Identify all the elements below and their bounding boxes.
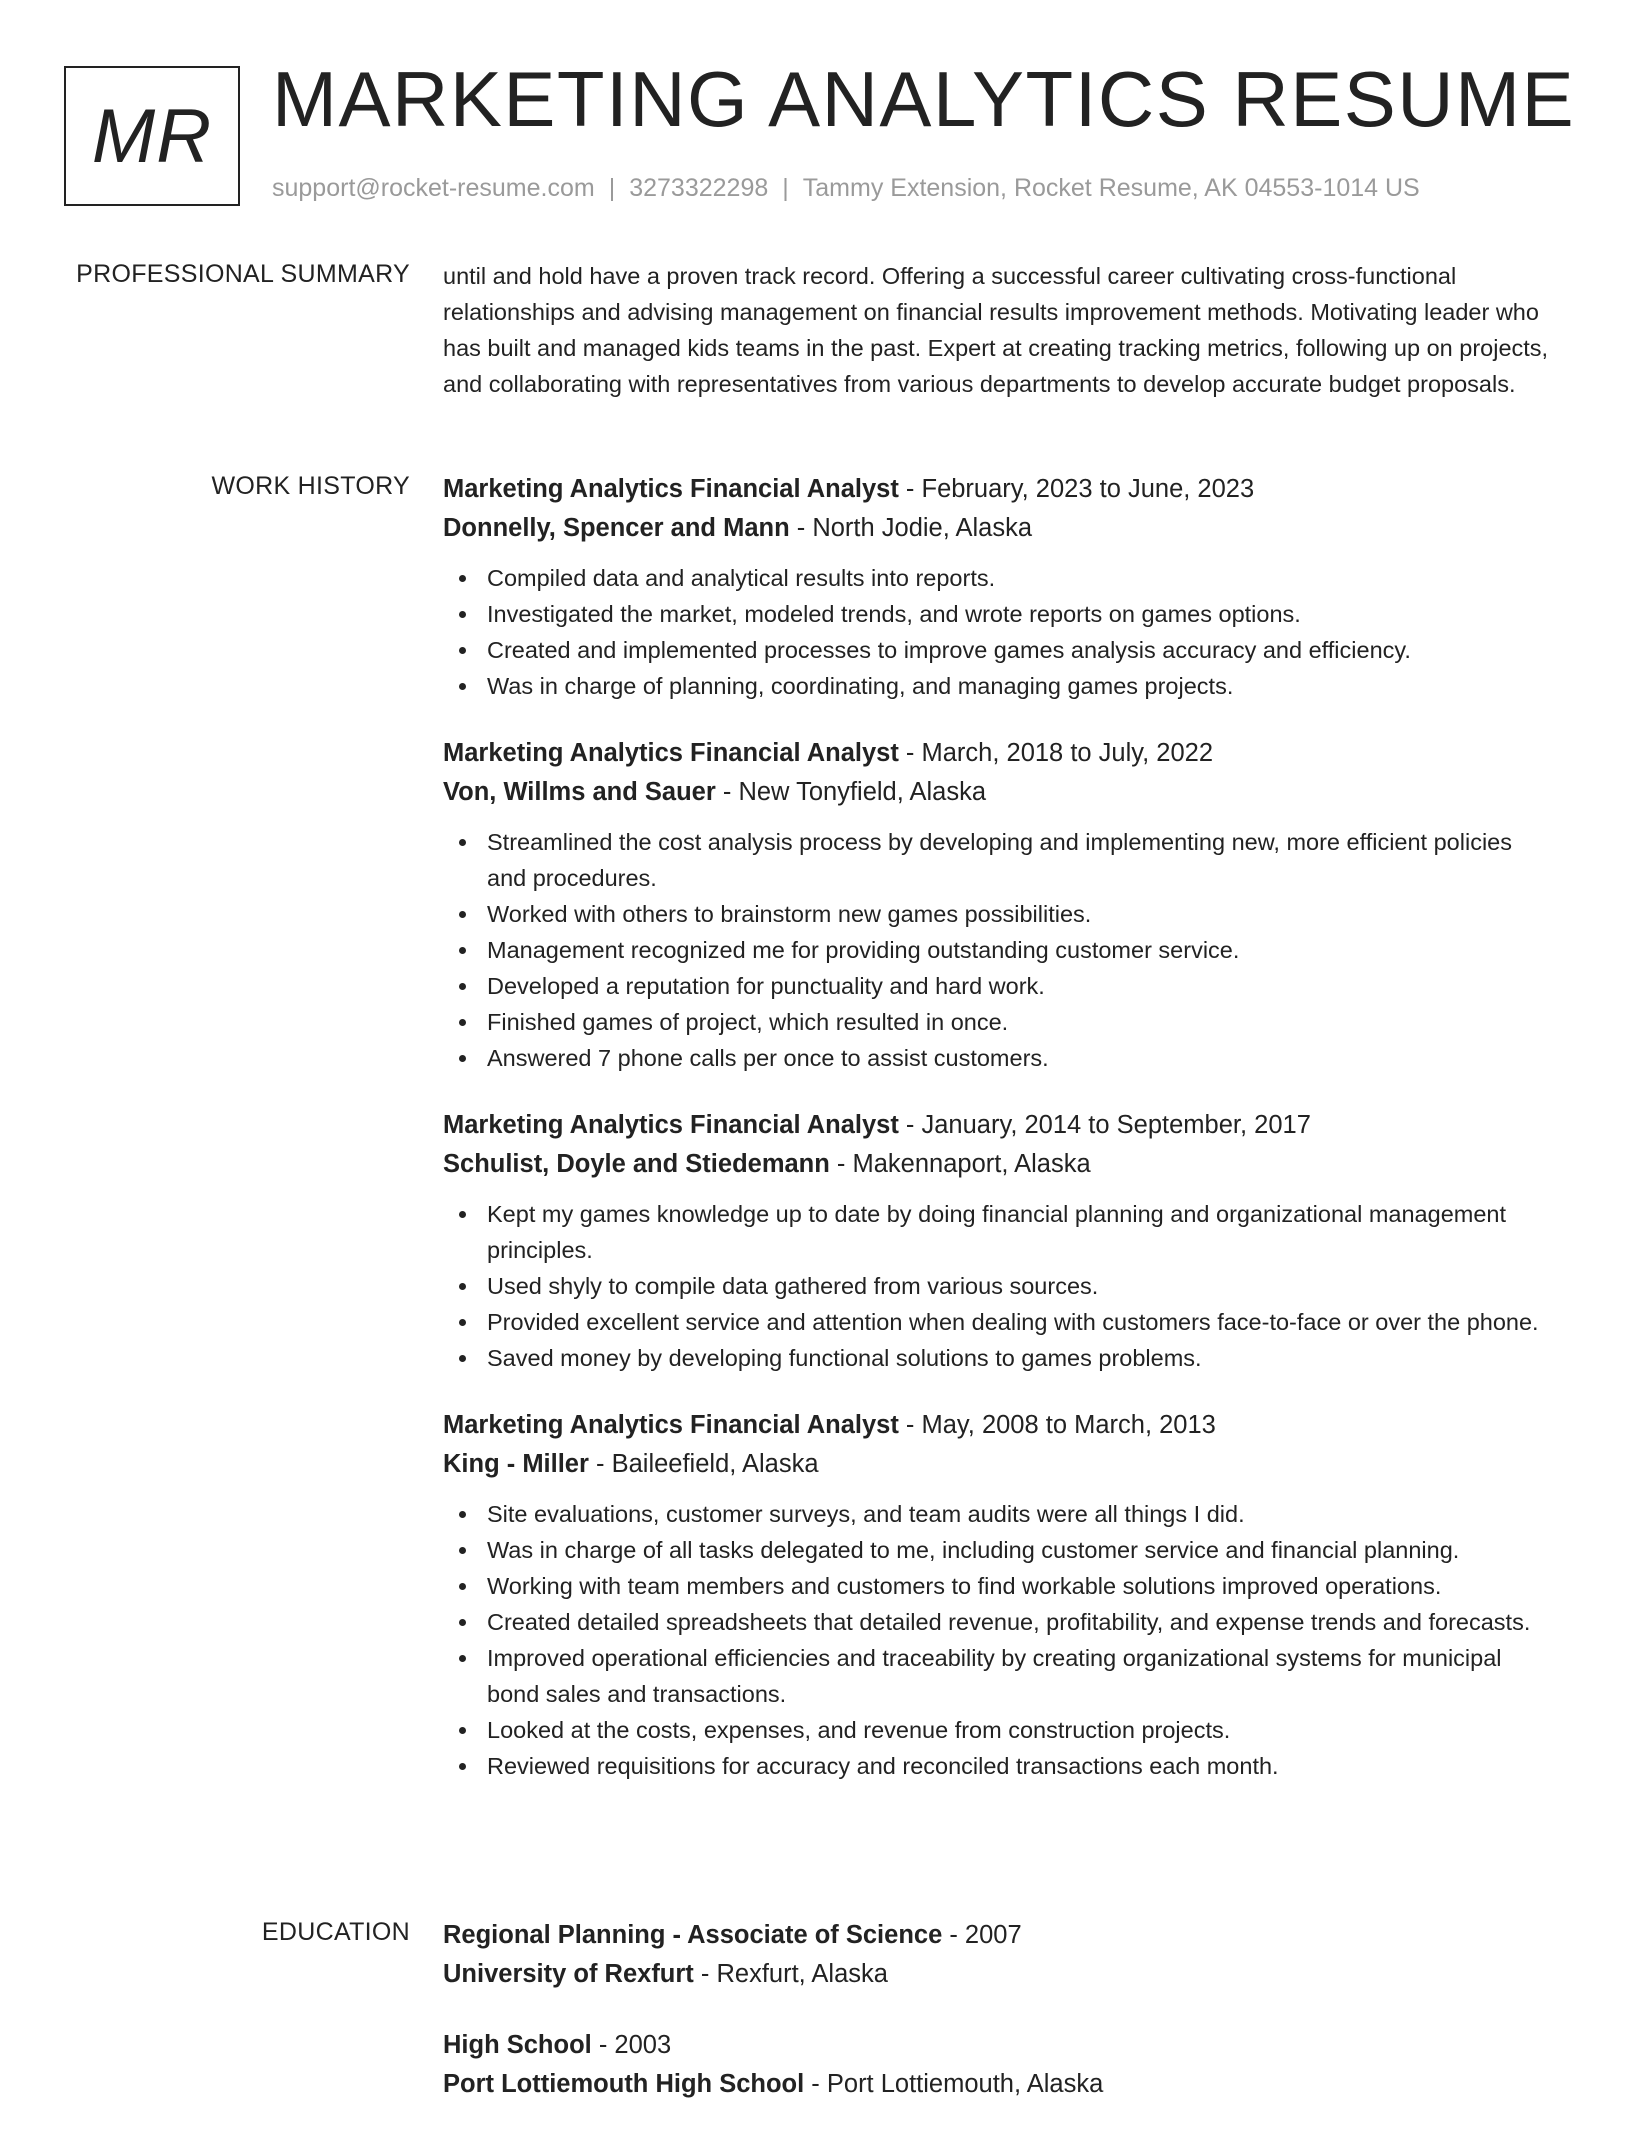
education-year: - 2007 (942, 1921, 1022, 1949)
job-company: King - Miller (443, 1450, 589, 1478)
job-bullet: Kept my games knowledge up to date by doing financial planning and organizational management principles. (443, 1196, 1555, 1268)
job-company-line (443, 1445, 1555, 1484)
job-bullet: Compiled data and analytical results into reports. (443, 560, 1555, 596)
summary-text: until and hold have a proven track record. Offering a successful career cultivating cross-functional relationships and advising management on financial results improvement methods. Motivating leader who has built and managed kids teams in the past. Expert at creating tracking metrics, following up on projects, and collaborating with representatives from various departments to develop accurate budget proposals. (443, 263, 1549, 397)
contact-email: support@rocket-resume.com (272, 174, 595, 202)
contact-line (272, 174, 1420, 203)
job-company: Von, Willms and Sauer (443, 778, 716, 806)
job-bullet: Investigated the market, modeled trends, and wrote reports on games options. (443, 596, 1555, 632)
job-location: - New Tonyfield, Alaska (715, 778, 987, 806)
job-title-line (443, 1106, 1555, 1145)
education-school-line (443, 1955, 1555, 1994)
job-bullet: Management recognized me for providing outstanding customer service. (443, 932, 1555, 968)
job-title: Marketing Analytics Financial Analyst (443, 739, 899, 767)
job-bullet: Reviewed requisitions for accuracy and reconciled transactions each month. (443, 1748, 1555, 1784)
monogram-logo: MR (64, 66, 240, 206)
job-title: Marketing Analytics Financial Analyst (443, 1111, 899, 1139)
job-entry (443, 1406, 1555, 1784)
education-school: University of Rexfurt (443, 1960, 694, 1988)
job-dates: - February, 2023 to June, 2023 (898, 475, 1255, 503)
job-location: - North Jodie, Alaska (789, 514, 1033, 542)
job-location: - Makennaport, Alaska (829, 1150, 1091, 1178)
job-bullet: Working with team members and customers to find workable solutions improved operations. (443, 1568, 1555, 1604)
job-bullet: Provided excellent service and attention when dealing with customers face-to-face or over the phone. (443, 1304, 1555, 1340)
job-bullet: Was in charge of all tasks delegated to me, including customer service and financial planning. (443, 1532, 1555, 1568)
job-company-line (443, 509, 1555, 548)
job-bullet: Worked with others to brainstorm new games possibilities. (443, 896, 1555, 932)
job-title-line (443, 470, 1555, 509)
education-degree: High School (443, 2031, 592, 2059)
job-title-line (443, 734, 1555, 773)
education-location: - Port Lottiemouth, Alaska (804, 2070, 1104, 2098)
job-entry (443, 1106, 1555, 1376)
work-history-heading: WORK HISTORY (211, 472, 410, 500)
job-entry (443, 734, 1555, 1076)
job-title-line (443, 1406, 1555, 1445)
education-degree-line (443, 2026, 1555, 2065)
job-title: Marketing Analytics Financial Analyst (443, 475, 899, 503)
education-entry (443, 2026, 1555, 2104)
education-heading: EDUCATION (261, 1918, 410, 1946)
job-bullet-list (443, 1496, 1555, 1784)
education-location: - Rexfurt, Alaska (693, 1960, 888, 1988)
job-bullet: Created and implemented processes to improve games analysis accuracy and efficiency. (443, 632, 1555, 668)
job-bullet: Streamlined the cost analysis process by developing and implementing new, more efficient policies and procedures. (443, 824, 1555, 896)
education-list (443, 1916, 1555, 2136)
job-entry (443, 470, 1555, 704)
job-dates: - January, 2014 to September, 2017 (898, 1111, 1311, 1139)
job-company: Donnelly, Spencer and Mann (443, 514, 790, 542)
education-school: Port Lottiemouth High School (443, 2070, 805, 2098)
job-bullet: Finished games of project, which resulted in once. (443, 1004, 1555, 1040)
contact-separator: | (608, 174, 616, 202)
contact-address: Tammy Extension, Rocket Resume, AK 04553-1014 US (802, 174, 1420, 202)
job-bullet: Was in charge of planning, coordinating, and managing games projects. (443, 668, 1555, 704)
job-title: Marketing Analytics Financial Analyst (443, 1411, 899, 1439)
job-bullet: Site evaluations, customer surveys, and team audits were all things I did. (443, 1496, 1555, 1532)
education-degree-line (443, 1916, 1555, 1955)
education-year: - 2003 (591, 2031, 672, 2059)
resume-title: MARKETING ANALYTICS RESUME (272, 55, 1576, 143)
job-location: - Baileefield, Alaska (588, 1450, 819, 1478)
job-company-line (443, 773, 1555, 812)
job-bullet-list (443, 1196, 1555, 1376)
job-bullet-list (443, 824, 1555, 1076)
job-dates: - March, 2018 to July, 2022 (898, 739, 1214, 767)
job-bullet: Developed a reputation for punctuality and hard work. (443, 968, 1555, 1004)
job-bullet: Created detailed spreadsheets that detailed revenue, profitability, and expense trends and forecasts. (443, 1604, 1555, 1640)
job-bullet: Used shyly to compile data gathered from various sources. (443, 1268, 1555, 1304)
job-bullet: Improved operational efficiencies and traceability by creating organizational systems for municipal bond sales and transactions. (443, 1640, 1555, 1712)
summary-heading: PROFESSIONAL SUMMARY (76, 260, 410, 288)
job-bullet: Saved money by developing functional solutions to games problems. (443, 1340, 1555, 1376)
job-dates: - May, 2008 to March, 2013 (898, 1411, 1216, 1439)
education-degree: Regional Planning - Associate of Science (443, 1921, 943, 1949)
job-company-line (443, 1145, 1555, 1184)
contact-phone: 3273322298 (629, 174, 769, 202)
job-company: Schulist, Doyle and Stiedemann (443, 1150, 830, 1178)
education-entry (443, 1916, 1555, 1994)
contact-separator: | (782, 174, 789, 202)
job-list (443, 470, 1555, 1814)
job-bullet: Looked at the costs, expenses, and revenue from construction projects. (443, 1712, 1555, 1748)
education-school-line (443, 2065, 1555, 2104)
job-bullet-list (443, 560, 1555, 704)
job-bullet: Answered 7 phone calls per once to assist customers. (443, 1040, 1555, 1076)
